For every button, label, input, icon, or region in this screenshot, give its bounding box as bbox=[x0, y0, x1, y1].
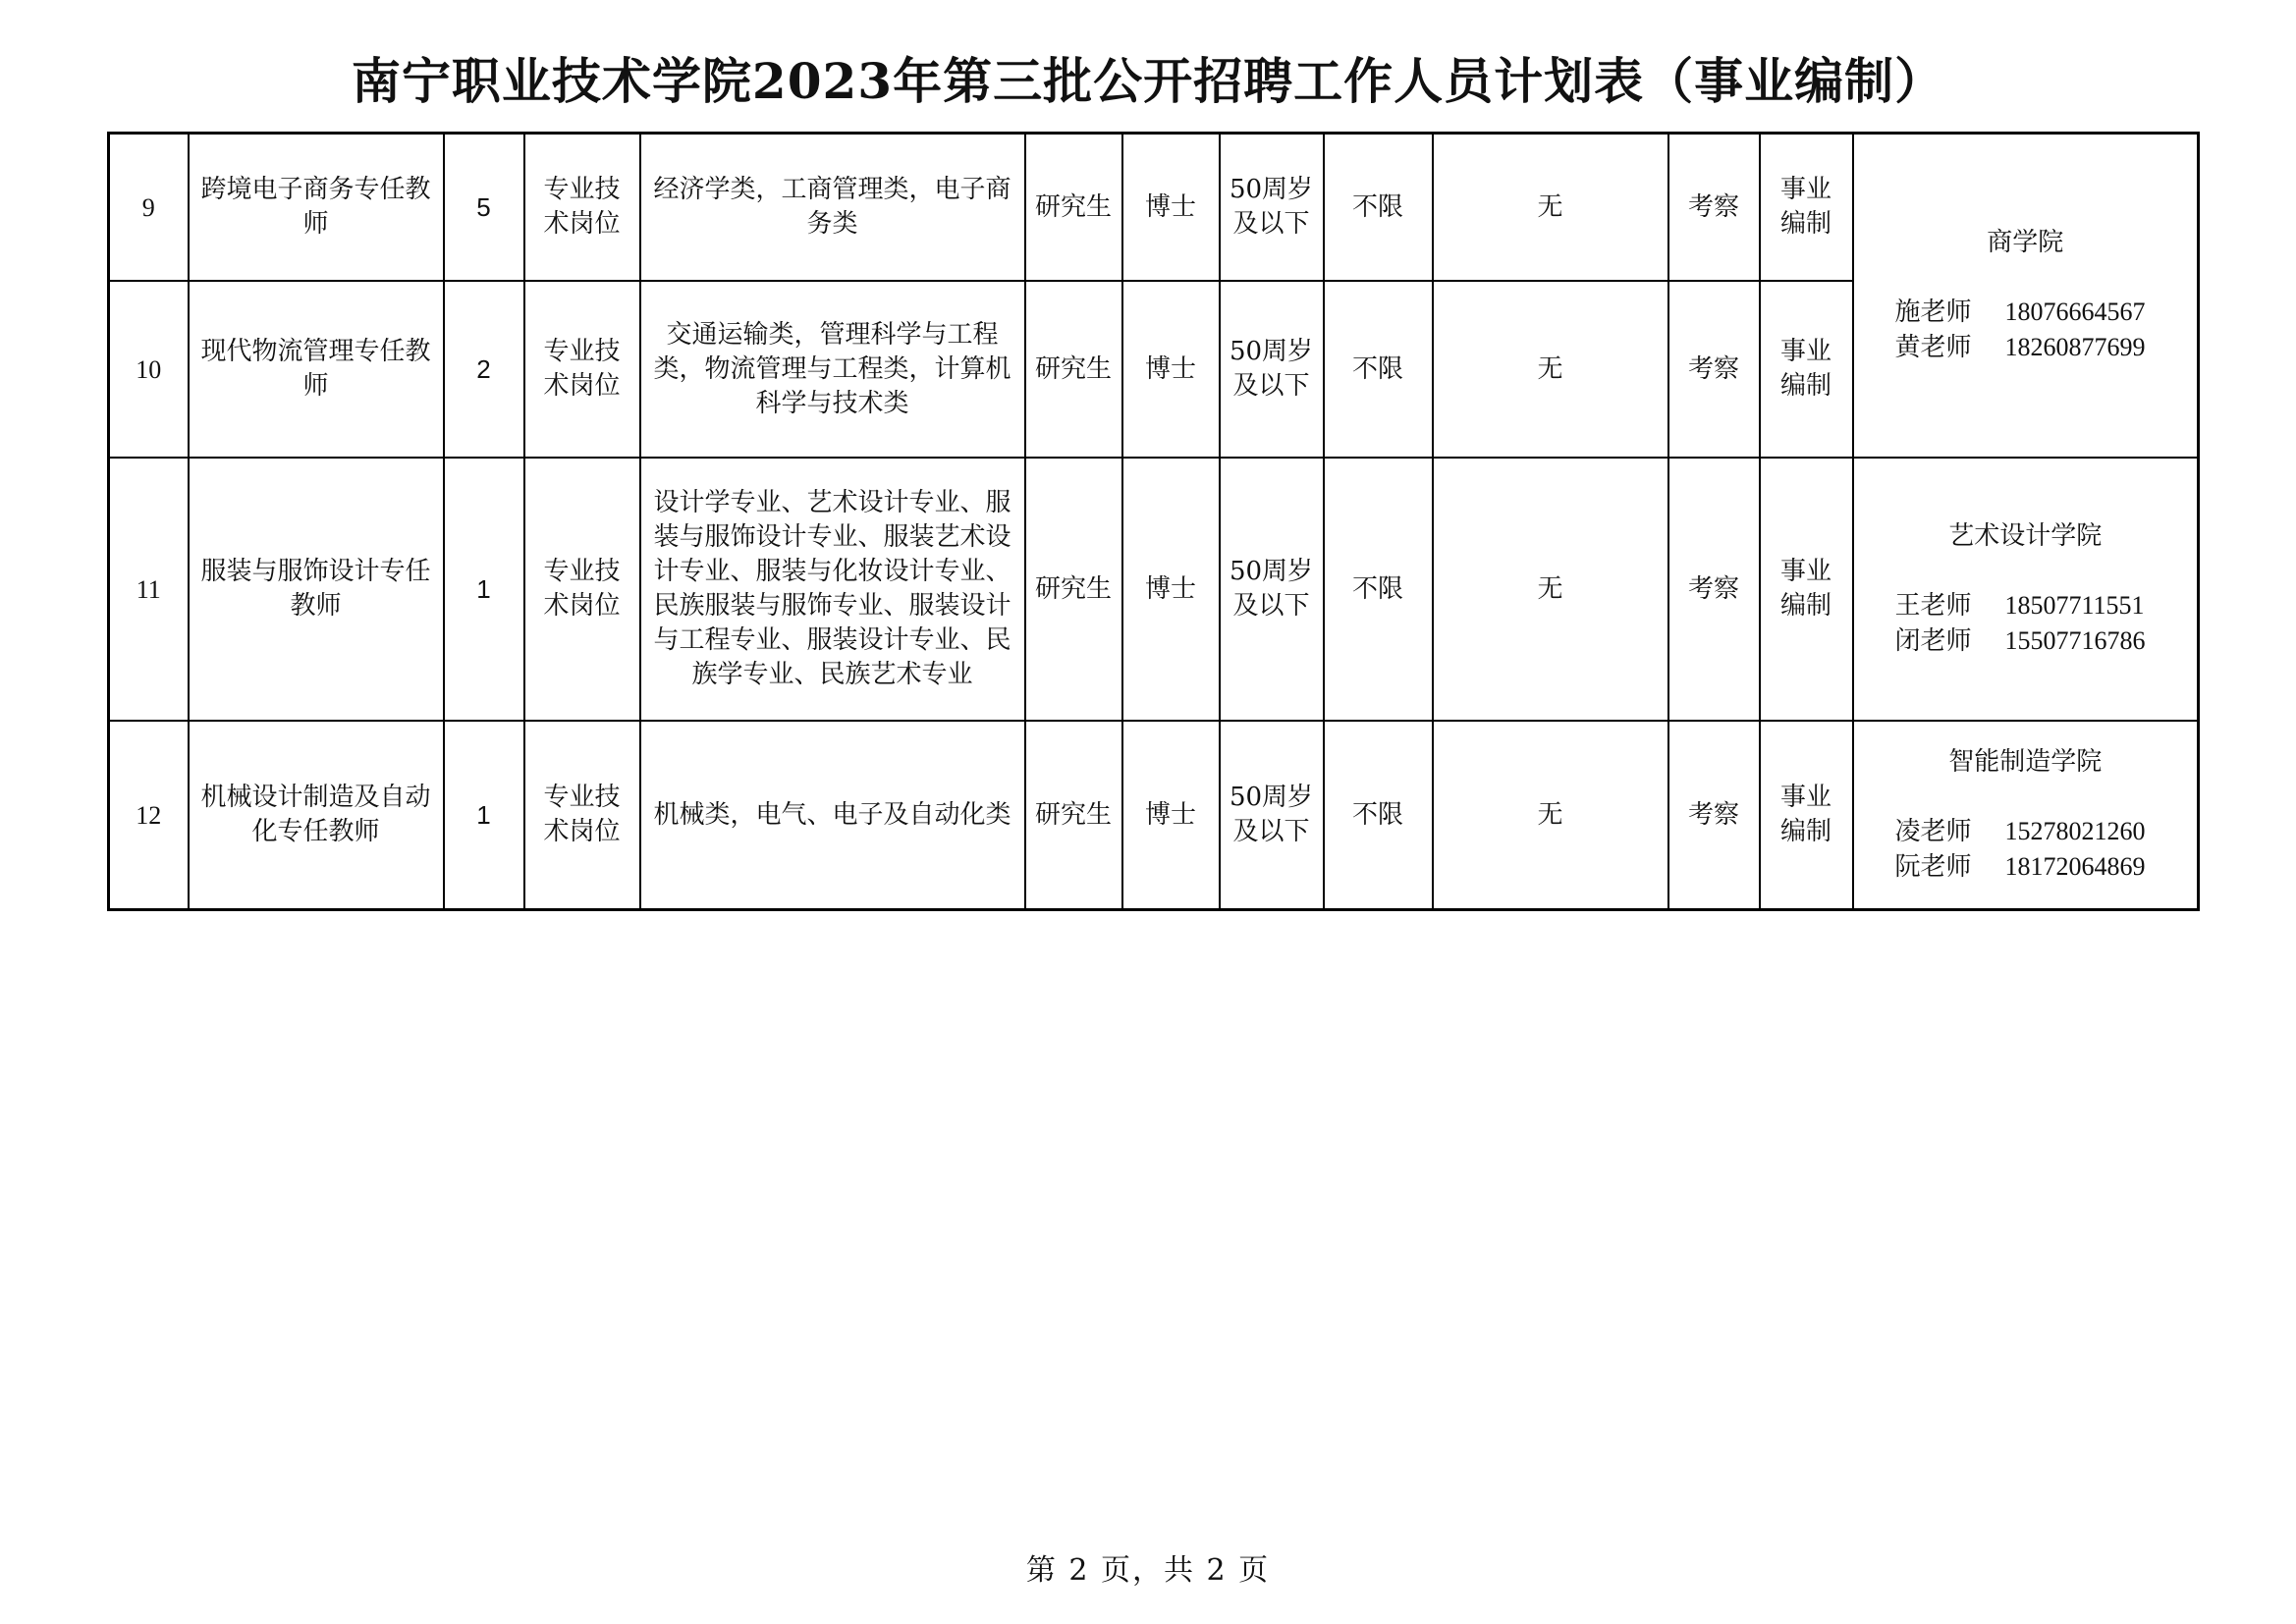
contact-name: 闭老师 bbox=[1894, 626, 1972, 656]
other-requirement: 无 bbox=[1433, 134, 1668, 282]
age-requirement: 50周岁及以下 bbox=[1220, 721, 1324, 910]
selection-method: 考察 bbox=[1668, 134, 1760, 282]
age-requirement: 50周岁及以下 bbox=[1220, 281, 1324, 458]
table-row bbox=[109, 134, 2199, 282]
political-requirement: 不限 bbox=[1324, 721, 1433, 910]
position-name: 机械设计制造及自动化专任教师 bbox=[189, 721, 444, 910]
political-requirement: 不限 bbox=[1324, 281, 1433, 458]
contact-name: 凌老师 bbox=[1894, 817, 1972, 846]
major-requirement: 交通运输类，管理科学与工程类，物流管理与工程类，计算机科学与技术类 bbox=[640, 281, 1025, 458]
row-number: 10 bbox=[109, 281, 189, 458]
contact-person bbox=[1862, 623, 2190, 659]
contact-name: 施老师 bbox=[1894, 298, 1972, 327]
education-requirement: 研究生 bbox=[1025, 281, 1122, 458]
department-name: 艺术设计学院 bbox=[1948, 521, 2103, 551]
contact-person bbox=[1862, 588, 2190, 623]
staffing-type: 事业编制 bbox=[1760, 721, 1853, 910]
contact-phone: 18172064869 bbox=[2004, 852, 2146, 881]
contact-name: 阮老师 bbox=[1894, 852, 1972, 882]
political-requirement: 不限 bbox=[1324, 134, 1433, 282]
education-requirement: 研究生 bbox=[1025, 134, 1122, 282]
contact-phone: 18260877699 bbox=[2004, 333, 2146, 361]
hire-count: 2 bbox=[444, 281, 524, 458]
contact-person bbox=[1862, 849, 2190, 885]
contact-person bbox=[1862, 330, 2190, 365]
contact-phone: 18507711551 bbox=[2004, 591, 2145, 620]
degree-requirement: 博士 bbox=[1122, 281, 1220, 458]
department-name: 商学院 bbox=[1987, 228, 2064, 257]
contact-phone: 15507716786 bbox=[2004, 626, 2146, 655]
contact-person bbox=[1862, 814, 2190, 849]
row-number: 9 bbox=[109, 134, 189, 282]
degree-requirement: 博士 bbox=[1122, 721, 1220, 910]
contact-phone: 18076664567 bbox=[2004, 298, 2146, 326]
recruitment-plan-table bbox=[107, 132, 2200, 911]
other-requirement: 无 bbox=[1433, 721, 1668, 910]
contact-cell-art-design bbox=[1853, 458, 2199, 721]
post-type: 专业技术岗位 bbox=[524, 458, 640, 721]
other-requirement: 无 bbox=[1433, 458, 1668, 721]
degree-requirement: 博士 bbox=[1122, 134, 1220, 282]
row-number: 11 bbox=[109, 458, 189, 721]
staffing-type: 事业编制 bbox=[1760, 134, 1853, 282]
political-requirement: 不限 bbox=[1324, 458, 1433, 721]
contact-name: 王老师 bbox=[1894, 591, 1972, 621]
page-title: 南宁职业技术学院2023年第三批公开招聘工作人员计划表（事业编制） bbox=[351, 52, 1945, 110]
position-name: 现代物流管理专任教师 bbox=[189, 281, 444, 458]
major-requirement: 机械类，电气、电子及自动化类 bbox=[640, 721, 1025, 910]
contact-phone: 15278021260 bbox=[2004, 817, 2146, 845]
selection-method: 考察 bbox=[1668, 281, 1760, 458]
education-requirement: 研究生 bbox=[1025, 458, 1122, 721]
other-requirement: 无 bbox=[1433, 281, 1668, 458]
staffing-type: 事业编制 bbox=[1760, 281, 1853, 458]
table-row bbox=[109, 458, 2199, 721]
post-type: 专业技术岗位 bbox=[524, 721, 640, 910]
position-name: 服装与服饰设计专任教师 bbox=[189, 458, 444, 721]
major-requirement: 经济学类，工商管理类，电子商务类 bbox=[640, 134, 1025, 282]
post-type: 专业技术岗位 bbox=[524, 134, 640, 282]
post-type: 专业技术岗位 bbox=[524, 281, 640, 458]
age-requirement: 50周岁及以下 bbox=[1220, 458, 1324, 721]
contact-cell-intelligent-manufacturing bbox=[1853, 721, 2199, 910]
hire-count: 1 bbox=[444, 721, 524, 910]
major-requirement: 设计学专业、艺术设计专业、服装与服饰设计专业、服装艺术设计专业、服装与化妆设计专业、民族服装与服饰专业、服装设计与工程专业、服装设计专业、民族学专业、民族艺术专业 bbox=[640, 458, 1025, 721]
age-requirement: 50周岁及以下 bbox=[1220, 134, 1324, 282]
hire-count: 5 bbox=[444, 134, 524, 282]
contact-name: 黄老师 bbox=[1894, 333, 1972, 362]
hire-count: 1 bbox=[444, 458, 524, 721]
selection-method: 考察 bbox=[1668, 458, 1760, 721]
page-number-footer: 第 2 页，共 2 页 bbox=[1025, 1553, 1271, 1588]
contact-cell-business bbox=[1853, 134, 2199, 459]
department-name: 智能制造学院 bbox=[1948, 747, 2103, 777]
degree-requirement: 博士 bbox=[1122, 458, 1220, 721]
staffing-type: 事业编制 bbox=[1760, 458, 1853, 721]
education-requirement: 研究生 bbox=[1025, 721, 1122, 910]
table-row bbox=[109, 721, 2199, 910]
row-number: 12 bbox=[109, 721, 189, 910]
selection-method: 考察 bbox=[1668, 721, 1760, 910]
contact-person bbox=[1862, 295, 2190, 330]
position-name: 跨境电子商务专任教师 bbox=[189, 134, 444, 282]
